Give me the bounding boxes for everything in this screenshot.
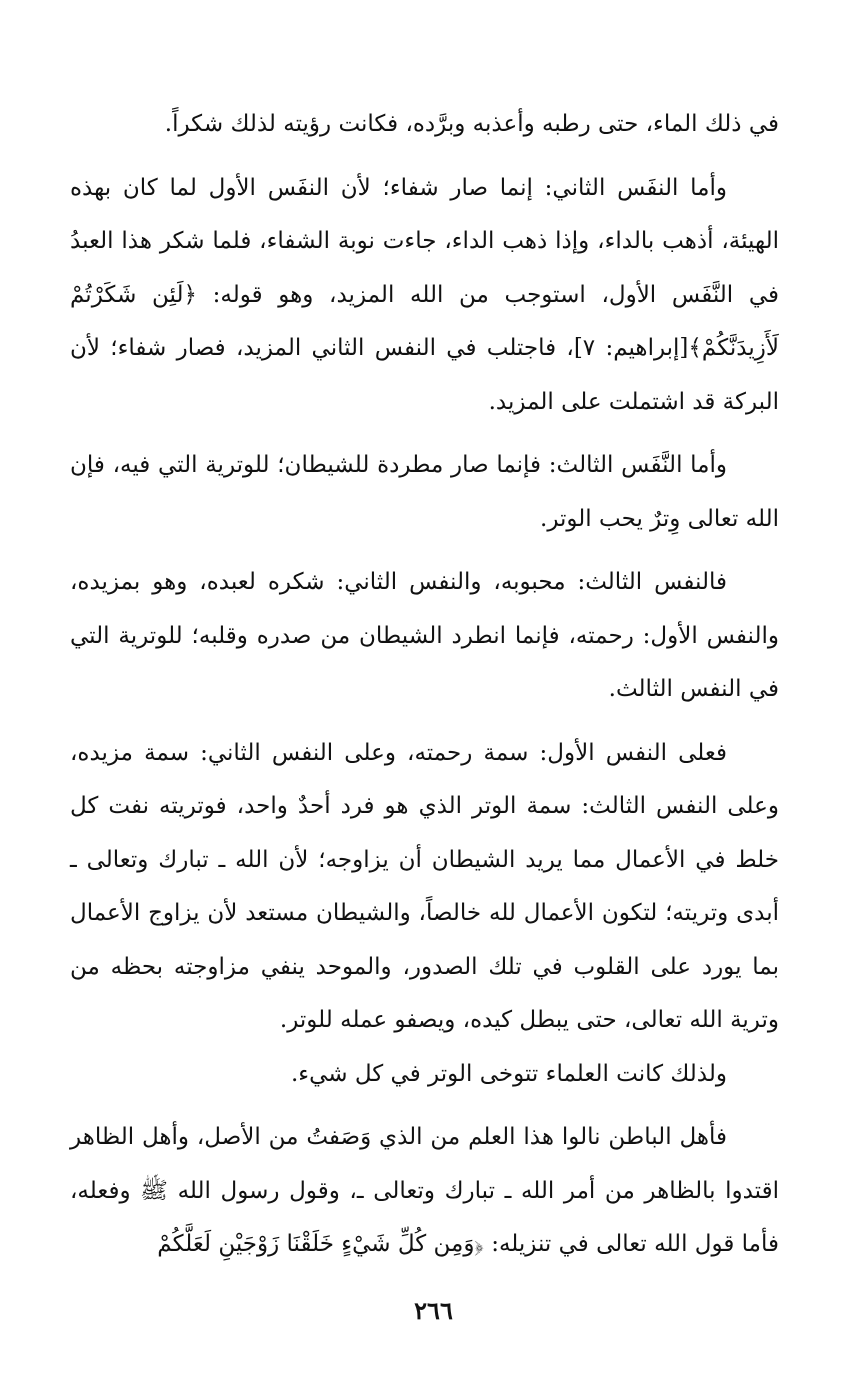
paragraph: ولذلك كانت العلماء تتوخى الوتر في كل شيء. xyxy=(290,1060,727,1087)
paragraph: فعلى النفس الأول: سمة رحمته، وعلى النفس الثاني: سمة مزيده، وعلى النفس الثالث: سمة الوتر الذي هو فرد أحدٌ واحد، فوتريته نفت كل خلط في الأعمال مما يريد الشيطان أن يزاوجه؛ لأن الله ـ تبارك وتعالى ـ أبدى وتريته؛ لتكون الأعمال لله خالصاً، والشيطان مستعد لأن يزاوج الأعمال بما يورد على القلوب في تلك الصدور، والموحد ينفي مزاوجته بحظه من وترية الله تعالى، حتى يبطل كيده، ويصفو عمله للوتر. xyxy=(70,739,779,1033)
paragraph: وأما النَّفَس الثالث: فإنما صار مطردة للشيطان؛ للوترية التي فيه، فإن الله تعالى وِترٌ يحب الوتر. xyxy=(70,452,779,532)
page-body-text xyxy=(70,98,779,1272)
paragraph: فالنفس الثالث: محبوبه، والنفس الثاني: شكره لعبده، وهو بمزيده، والنفس الأول: رحمته، فإنما انطرد الشيطان من صدره وقلبه؛ للوترية التي في النفس الثالث. xyxy=(70,569,779,702)
page-number: ٢٦٦ xyxy=(414,1296,453,1325)
paragraph: في ذلك الماء، حتى رطبه وأعذبه وبرَّده، فكانت رؤيته لذلك شكراً. xyxy=(164,111,779,137)
paragraph: فأهل الباطن نالوا هذا العلم من الذي وَصَفتُ من الأصل، وأهل الظاهر اقتدوا بالظاهر من أمر الله ـ تبارك وتعالى ـ، وقول رسول الله ﷺ وفعله، فأما قول الله تعالى في تنزيله: ﴿وَمِن كُلِّ شَيْءٍ خَلَقْنَا زَوْجَيْنِ لَعَلَّكُمْ xyxy=(70,1124,779,1257)
paragraph: وأما النفَس الثاني: إنما صار شفاء؛ لأن النفَس الأول لما كان بهذه الهيئة، أذهب بالداء، وإذا ذهب الداء، جاءت نوبة الشفاء، فلما شكر هذا العبدُ في النَّفَس الأول، استوجب من الله المزيد، وهو قوله: ﴿لَئِن شَكَرْتُمْ لَأَزِيدَنَّكُمْ﴾[إبراهيم: ٧]، فاجتلب في النفس الثاني المزيد، فصار شفاء؛ لأن البركة قد اشتملت على المزيد. xyxy=(70,174,779,415)
